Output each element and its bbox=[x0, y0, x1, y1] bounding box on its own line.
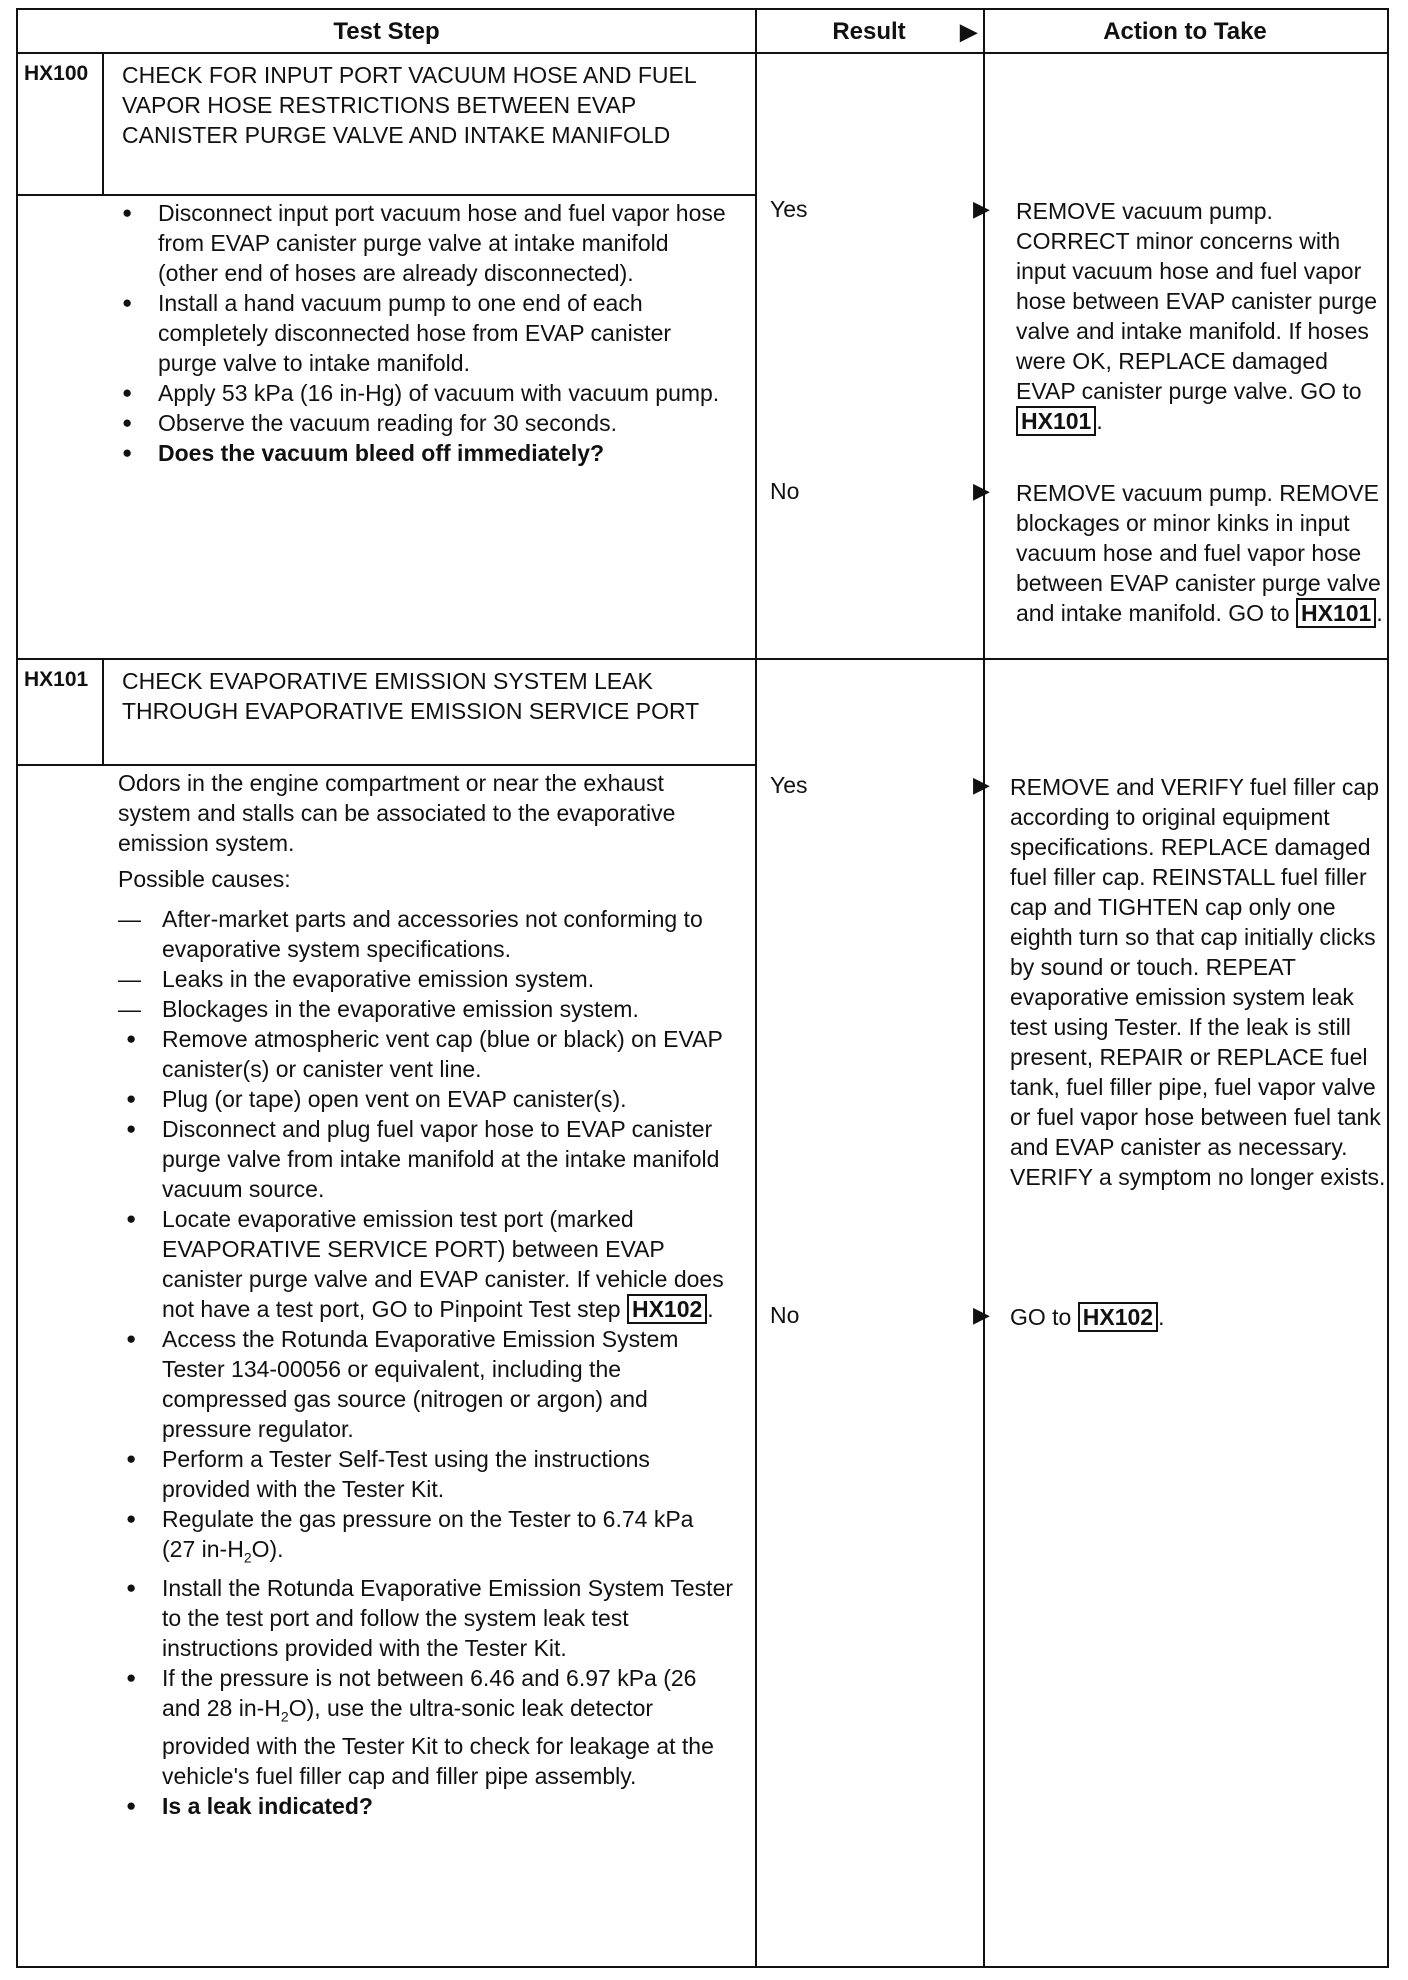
action-text: REMOVE vacuum pump. REMOVE blockages or minor kinks in input vacuum hose and fuel vapor hose between EVAP canister purge valve and intake manifold. GO to bbox=[1016, 480, 1381, 626]
arrow-icon: ▶ bbox=[973, 772, 990, 797]
step-id-hx101: HX101 bbox=[24, 668, 89, 691]
list-item: ● Remove atmospheric vent cap (blue or black) on EVAP canister(s) or canister vent line. bbox=[118, 1024, 733, 1084]
step-question-hx100: ● Does the vacuum bleed off immediately? bbox=[114, 438, 734, 468]
column-divider-result bbox=[755, 10, 757, 1966]
list-item: — After-market parts and accessories not conforming to evaporative system specifications. bbox=[118, 904, 733, 964]
step-divider bbox=[18, 658, 1387, 660]
step-ref-hx102[interactable]: HX102 bbox=[627, 1294, 707, 1324]
step-title-hx100: CHECK FOR INPUT PORT VACUUM HOSE AND FUEL VAPOR HOSE RESTRICTIONS BETWEEN EVAP CANISTER PURGE VALVE AND INTAKE MANIFOLD bbox=[122, 62, 696, 148]
result-yes-hx100: Yes bbox=[770, 196, 808, 222]
header-result bbox=[755, 10, 983, 54]
action-yes-hx100: REMOVE vacuum pump. CORRECT minor concerns with input vacuum hose and fuel vapor hose between EVAP canister purge valve and intake manifold. If hoses were OK, REPLACE damaged EVAP canister purge valve. GO to HX101 . bbox=[1016, 198, 1377, 434]
list-item: ● Access the Rotunda Evaporative Emission System Tester 134-00056 or equivalent, including the compressed gas source (nitrogen or argon) and pressure regulator. bbox=[118, 1324, 733, 1444]
step-ref-hx101[interactable]: HX101 bbox=[1296, 598, 1376, 628]
action-yes-hx101: REMOVE and VERIFY fuel filler cap according to original equipment specifications. REPLACE damaged fuel filler cap. REINSTALL fuel filler cap and TIGHTEN cap only one eighth turn so that cap initially clicks by sound or touch. REPEAT evaporative emission system leak test using Tester. If the leak is still present, REPAIR or REPLACE fuel tank, fuel filler pipe, fuel vapor valve or fuel vapor hose between fuel tank and EVAP canister as necessary. VERIFY a symptom no longer exists. bbox=[1010, 774, 1386, 1190]
intro-text: Odors in the engine compartment or near the exhaust system and stalls can be associated to the evaporative emission system. bbox=[118, 770, 676, 856]
list-item: ● Perform a Tester Self-Test using the instructions provided with the Tester Kit. bbox=[118, 1444, 733, 1504]
subscript-2: 2 bbox=[243, 1549, 252, 1566]
regulate-text-b: O). bbox=[251, 1536, 284, 1562]
list-item: ● Install a hand vacuum pump to one end of each completely disconnected hose from EVAP canister purge valve to intake manifold. bbox=[114, 288, 734, 378]
step-title-divider-hx101 bbox=[18, 764, 755, 766]
pressure-text-a: If the pressure is not between 6.46 and 6.97 kPa (26 and 28 in-H bbox=[162, 1664, 697, 1721]
step-question-hx101: ● Is a leak indicated? bbox=[118, 1791, 733, 1821]
diagnostic-table bbox=[16, 8, 1389, 1968]
result-no-hx100: No bbox=[770, 478, 800, 504]
arrow-icon: ▶ bbox=[973, 196, 990, 221]
step-ref-hx101[interactable]: HX101 bbox=[1016, 406, 1096, 436]
list-item: ● Observe the vacuum reading for 30 seconds. bbox=[114, 408, 734, 438]
list-item: ● Locate evaporative emission test port (marked EVAPORATIVE SERVICE PORT) between EVAP canister purge valve and EVAP canister. If vehicle does not have a test port, GO to Pinpoint Test step HX102 . bbox=[118, 1204, 733, 1324]
list-item: — Blockages in the evaporative emission system. bbox=[118, 994, 733, 1024]
header-action: Action to Take bbox=[983, 10, 1387, 54]
step-id-hx100: HX100 bbox=[24, 62, 89, 85]
step-body-hx101 bbox=[118, 768, 733, 1821]
causes-label: Possible causes: bbox=[118, 866, 291, 892]
list-item: — Leaks in the evaporative emission system. bbox=[118, 964, 733, 994]
id-divider-hx100 bbox=[102, 54, 104, 196]
step-title-hx101: CHECK EVAPORATIVE EMISSION SYSTEM LEAK THROUGH EVAPORATIVE EMISSION SERVICE PORT bbox=[122, 668, 700, 724]
header-result-label: Result bbox=[832, 18, 906, 45]
action-text: REMOVE vacuum pump. CORRECT minor concerns with input vacuum hose and fuel vapor hose between EVAP canister purge valve and intake manifold. If hoses were OK, REPLACE damaged EVAP canister purge valve. GO to bbox=[1016, 198, 1377, 404]
step-title-divider-hx100 bbox=[18, 194, 755, 196]
header-test-step: Test Step bbox=[18, 10, 755, 54]
pressure-text-b: O), use the ultra-sonic leak detector provided with the Tester Kit to check for leakage at the vehicle's fuel filler cap and filler pipe assembly. bbox=[162, 1694, 714, 1790]
list-item: ● Disconnect and plug fuel vapor hose to EVAP canister purge valve from intake manifold at the intake manifold vacuum source. bbox=[118, 1114, 733, 1204]
regulate-text-a: Regulate the gas pressure on the Tester to 6.74 kPa (27 in-H bbox=[162, 1506, 694, 1562]
list-item: ● Apply 53 kPa (16 in-Hg) of vacuum with vacuum pump. bbox=[114, 378, 734, 408]
result-yes-hx101: Yes bbox=[770, 772, 808, 798]
step-ref-hx102[interactable]: HX102 bbox=[1078, 1302, 1158, 1332]
column-divider-action bbox=[983, 10, 985, 1966]
action-text: GO to bbox=[1010, 1304, 1072, 1330]
list-item bbox=[118, 1504, 733, 1573]
list-item: ● Disconnect input port vacuum hose and fuel vapor hose from EVAP canister purge valve at intake manifold (other end of hoses are already disconnected). bbox=[114, 198, 734, 288]
action-no-hx101: GO to HX102 . bbox=[1010, 1304, 1165, 1330]
step-body-hx100 bbox=[114, 198, 734, 468]
header-arrow-icon: ▶ bbox=[960, 19, 977, 44]
arrow-icon: ▶ bbox=[973, 478, 990, 503]
locate-text: Locate evaporative emission test port (marked EVAPORATIVE SERVICE PORT) between EVAP canister purge valve and EVAP canister. If vehicle does not have a test port, GO to Pinpoint Test step bbox=[162, 1206, 724, 1322]
subscript-2: 2 bbox=[280, 1708, 289, 1725]
action-no-hx100: REMOVE vacuum pump. REMOVE blockages or minor kinks in input vacuum hose and fuel vapor hose between EVAP canister purge valve and intake manifold. GO to HX101 . bbox=[1016, 480, 1383, 626]
result-no-hx101: No bbox=[770, 1302, 800, 1328]
id-divider-hx101 bbox=[102, 660, 104, 766]
list-item: ● Install the Rotunda Evaporative Emission System Tester to the test port and follow the system leak test instructions provided with the Tester Kit. bbox=[118, 1573, 733, 1663]
list-item bbox=[118, 1663, 733, 1792]
arrow-icon: ▶ bbox=[973, 1302, 990, 1327]
list-item: ● Plug (or tape) open vent on EVAP canister(s). bbox=[118, 1084, 733, 1114]
